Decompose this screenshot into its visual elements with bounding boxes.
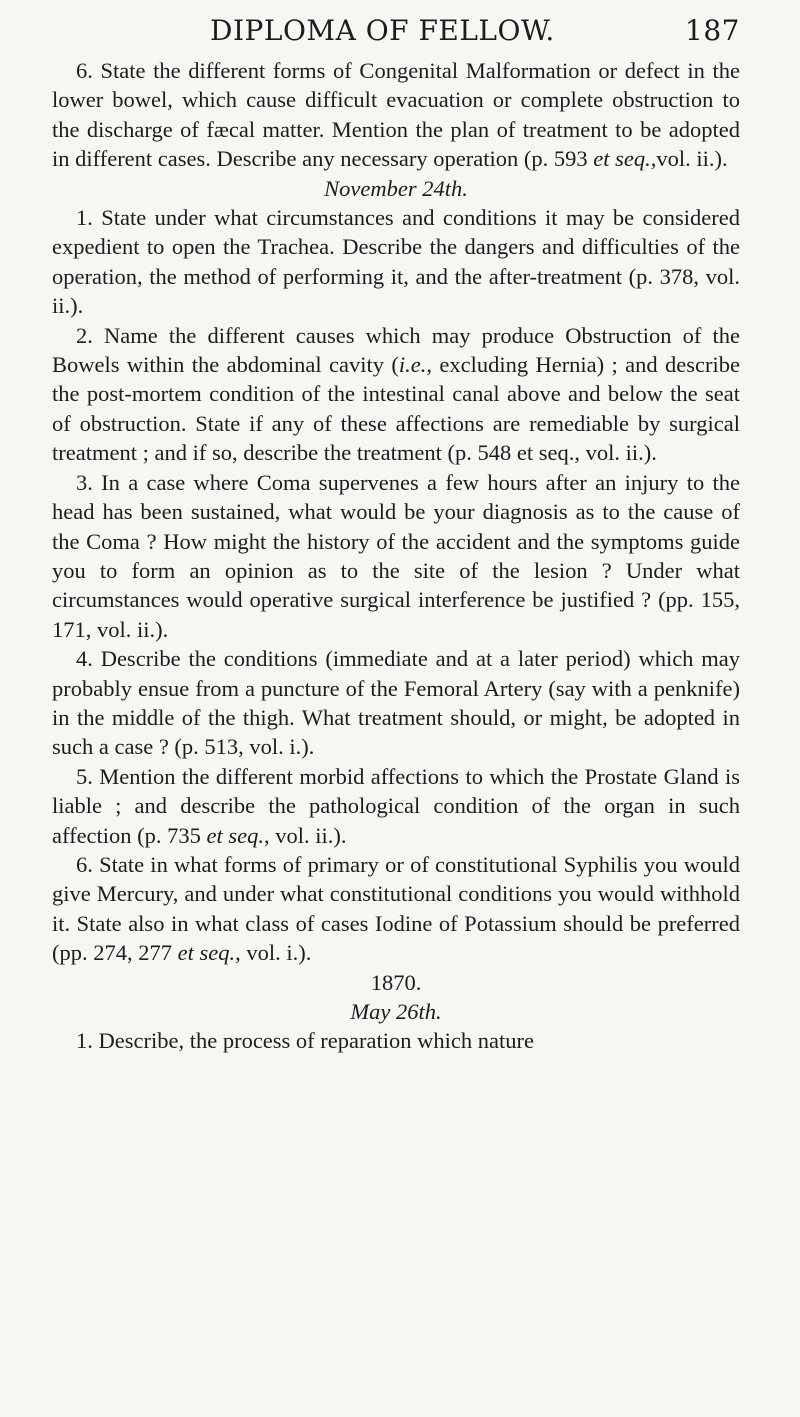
question-paragraph [52,762,740,850]
question-text: 6. State the different forms of Congenital Malformation or defect in the lower bowel, which cause difficult evacuation or complete obstruction to the discharge of fæcal matter. Mention the plan of treatment to be adopted in different cases. Describe any necessary operation (p. 593 [52,58,740,172]
page-number: 187 [685,14,740,47]
question-text: 2. Name the different causes which may produce Obstruction of the Bowels within the abdominal cavity ( [52,322,740,378]
reference-italic: et seq. [593,146,651,172]
body-text [52,56,740,1056]
question-text: 1. Describe, the process of reparation which nature [76,1028,534,1054]
question-paragraph [52,203,740,321]
reference-text: , vol. ii.). [264,822,347,848]
exam-date: November 24th. [324,175,468,201]
question-paragraph [52,468,740,644]
exam-year: 1870. [370,969,422,995]
running-head [50,14,750,48]
reference-text: , excluding Hernia) ; and describe the post-mortem condition of the intestinal canal above and below the seat of obstruction. State if any of these affections are remediable by surgical treatment ; and if so, describe the treatment (p. 548 et seq., vol. ii.). [52,352,740,466]
running-title: DIPLOMA OF FELLOW. [210,14,555,47]
reference-italic: et seq. [177,940,236,966]
reference-italic: et seq. [206,822,265,848]
reference-italic: i.e. [398,352,427,378]
exam-date: May 26th. [350,999,442,1024]
question-text: 3. In a case where Coma supervenes a few hours after an injury to the head has been sustained, what would be your diagnosis as to the cause of the Coma ? How might the history of the accident and the symptoms guide you to form an opinion as to the site of the lesion ? Under what circumstances would operative surgical interference be justified ? (pp. 155, 171, vol. ii.). [52,469,740,642]
question-paragraph [52,56,740,174]
question-text: 6. State in what forms of primary or of constitutional Syphilis you would give Mercury, and under what constitutional conditions you would withhold it. State also in what class of cases Iodine of Potassium should be preferred (pp. 274, 277 [52,851,740,966]
question-text: 1. State under what circumstances and conditions it may be considered expedient to open the Trachea. Describe the dangers and difficulties of the operation, the method of performing it, and the after-treatment (p. 378, vol. ii.). [52,205,740,319]
question-text: 5. Mention the different morbid affections to which the Prostate Gland is liable ; and describe the pathological condition of the organ in such affection (p. 735 [52,763,740,848]
reference-text: ,vol. ii.). [650,146,728,172]
question-paragraph [52,644,740,762]
question-paragraph [52,321,740,468]
question-paragraph [52,1026,740,1055]
question-paragraph [52,850,740,968]
question-text: 4. Describe the conditions (immediate and at a later period) which may probably ensue from a puncture of the Femoral Artery (say with a penknife) in the middle of the thigh. What treatment should, or might, be adopted in such a case ? (p. 513, vol. i.). [52,646,740,760]
reference-text: , vol. i.). [235,940,312,966]
